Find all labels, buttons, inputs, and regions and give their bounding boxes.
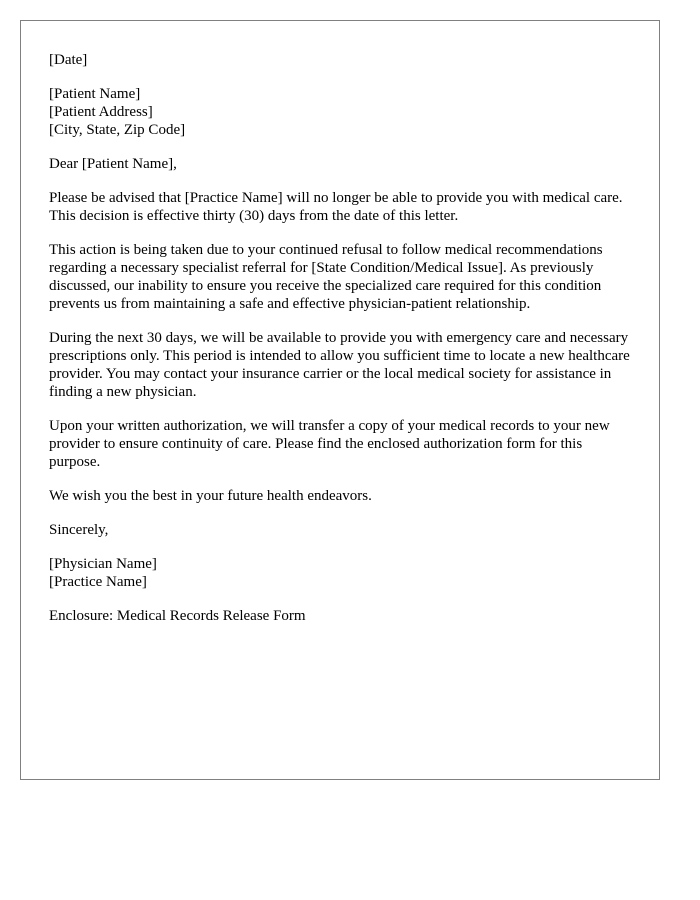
body-paragraph xyxy=(49,189,631,225)
closing-block xyxy=(49,521,631,539)
paragraph-reason: This action is being taken due to your continued refusal to follow medical recommendations regarding a necessary specialist referral for [State Condition/Medical Issue]. As previously discussed, our inability to ensure you receive the specialized care required for this condition prevents us from maintaining a safe and effective physician-patient relationship. xyxy=(49,242,603,312)
letter-date: [Date] xyxy=(49,52,88,68)
recipient-city-state-zip: [City, State, Zip Code] xyxy=(49,122,186,138)
physician-name: [Physician Name] xyxy=(49,556,157,572)
paragraph-transition: During the next 30 days, we will be available to provide you with emergency care and necessary prescriptions only. This period is intended to allow you sufficient time to locate a new healthcare provider. You may contact your insurance carrier or the local medical society for assistance in finding a new physician. xyxy=(49,330,630,400)
practice-name: [Practice Name] xyxy=(49,574,147,590)
recipient-address-block xyxy=(49,85,631,139)
body-paragraph xyxy=(49,417,631,471)
body-paragraph xyxy=(49,329,631,401)
recipient-name: [Patient Name] xyxy=(49,86,141,102)
enclosure-note: Enclosure: Medical Records Release Form xyxy=(49,608,306,624)
letter-page xyxy=(20,20,660,780)
body-paragraph xyxy=(49,241,631,313)
salutation: Dear [Patient Name], xyxy=(49,156,177,172)
enclosure-block xyxy=(49,607,631,625)
signature-block xyxy=(49,555,631,591)
salutation-block xyxy=(49,155,631,173)
body-paragraph xyxy=(49,487,631,505)
recipient-address: [Patient Address] xyxy=(49,104,153,120)
paragraph-notice: Please be advised that [Practice Name] will no longer be able to provide you with medical care. This decision is effective thirty (30) days from the date of this letter. xyxy=(49,190,623,224)
date-block xyxy=(49,51,631,69)
paragraph-wishes: We wish you the best in your future health endeavors. xyxy=(49,488,372,504)
paragraph-records: Upon your written authorization, we will transfer a copy of your medical records to your new provider to ensure continuity of care. Please find the enclosed authorization form for this purpose. xyxy=(49,418,610,470)
closing: Sincerely, xyxy=(49,522,109,538)
